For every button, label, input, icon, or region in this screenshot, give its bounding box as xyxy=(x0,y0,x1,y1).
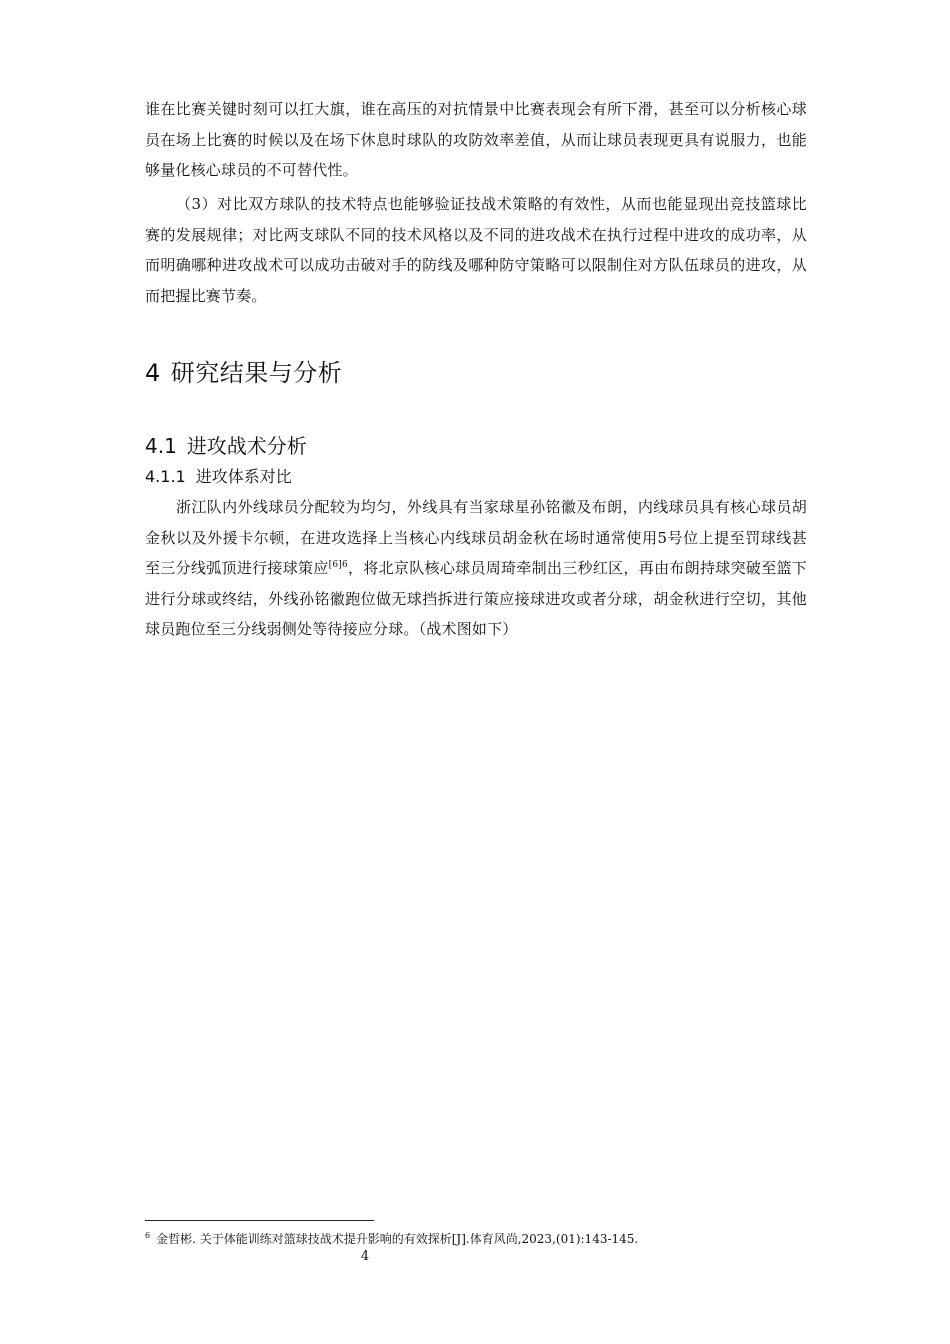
paragraph-text-after-citation: ，将北京队核心球员周琦牵制出三秒红区，再由布朗持球突破至篮下进行分球或终结，外线孙铭徽跑位做无球挡拆进行策应接球进攻或者分球，胡金秋进行空切，其他球员跑位至三分线弱侧处等待接应分球。（战术图如下） xyxy=(145,559,807,638)
body-paragraph-2: （3）对比双方球队的技术特点也能够验证技战术策略的有效性，从而也能显现出竞技篮球比赛的发展规律；对比两支球队不同的技术风格以及不同的进攻战术在执行过程中进攻的成功率，从而明确哪种进攻战术可以成功击破对手的防线及哪种防守策略可以限制住对方队伍球员的进攻，从而把握比赛节奏。 xyxy=(145,195,807,305)
subsection-number: 4.1 xyxy=(145,434,177,458)
section-title: 研究结果与分析 xyxy=(170,359,343,387)
citation-marker[interactable]: [6]6 xyxy=(328,560,348,570)
footnote-text: 金哲彬. 关于体能训练对篮球技战术提升影响的有效探析[J].体育风尚,2023,(01):143-145. xyxy=(156,1232,639,1246)
footnote-marker: 6 xyxy=(145,1231,151,1240)
body-paragraph-3 xyxy=(145,492,807,645)
section-number: 4 xyxy=(145,359,161,387)
subsubsection-title: 进攻体系对比 xyxy=(195,467,292,486)
footnote-separator xyxy=(145,1220,374,1221)
paragraph-text-before-citation: 浙江队内外线球员分配较为均匀，外线具有当家球星孙铭徽及布朗，内线球员具有核心球员胡金秋以及外援卡尔顿，在进攻选择上当核心内线球员胡金秋在场时通常使用5号位上提至罚球线甚至三分线弧顶进行接球策应 xyxy=(145,498,807,577)
section-heading-4 xyxy=(145,356,342,390)
subsubsection-number: 4.1.1 xyxy=(145,467,186,486)
subsection-title: 进攻战术分析 xyxy=(186,434,307,458)
body-paragraph-1: 谁在比赛关键时刻可以扛大旗，谁在高压的对抗情景中比赛表现会有所下滑，甚至可以分析核心球员在场上比赛的时候以及在场下休息时球队的攻防效率差值，从而让球员表现更具有说服力，也能够量化核心球员的不可替代性。 xyxy=(145,100,807,179)
footnote xyxy=(145,1230,638,1248)
page-number: 4 xyxy=(360,1249,370,1264)
subsection-heading-4-1 xyxy=(145,432,307,460)
subsubsection-heading-4-1-1 xyxy=(145,466,292,488)
